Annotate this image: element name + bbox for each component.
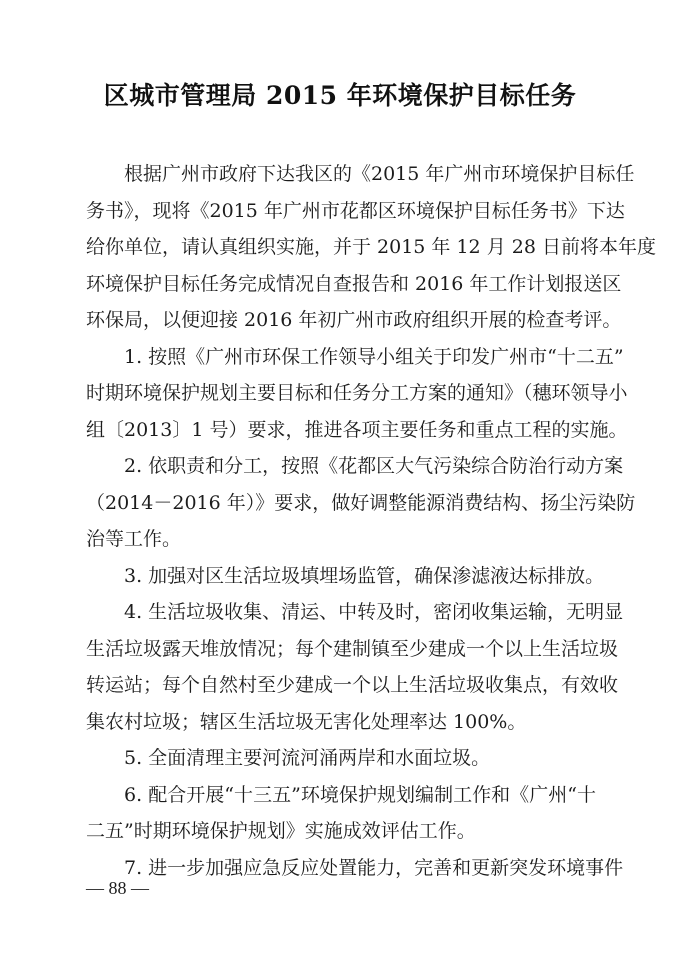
text-line: 2. 依职责和分工，按照《花都区大气污染综合防治行动方案 [124,455,624,477]
page-number: — 88 — [86,878,149,898]
text-line: 集农村垃圾；辖区生活垃圾无害化处理率达 100%。 [86,710,527,733]
text-line: （2014－2016 年）》要求，做好调整能源消费结构、扬尘污染防 [86,491,636,514]
text-line: 治等工作。 [86,528,182,550]
document-body [86,156,656,886]
text-line: 1. 按照《广州市环保工作领导小组关于印发广州市“十二五” [124,345,624,368]
text-line: 给你单位，请认真组织实施，并于 2015 年 12 月 28 日前将本年度 [86,236,656,258]
text-line: 4. 生活垃圾收集、清运、中转及时，密闭收集运输，无明显 [124,601,624,623]
text-line: 时期环境保护规划主要目标和任务分工方案的通知》（穗环领导小 [86,382,628,404]
text-line: 环境保护目标任务完成情况自查报告和 2016 年工作计划报送区 [86,272,622,295]
text-line: 7. 进一步加强应急反应处置能力，完善和更新突发环境事件 [124,856,624,879]
text-line: 组〔2013〕1 号）要求，推进各项主要任务和重点工程的实施。 [86,418,628,441]
text-line: 二五”时期环境保护规划》实施成效评估工作。 [86,820,476,842]
text-line: 根据广州市政府下达我区的《2015 年广州市环境保护目标任 [124,163,635,185]
text-line: 环保局，以便迎接 2016 年初广州市政府组织开展的检查考评。 [86,309,622,331]
text-line: 3. 加强对区生活垃圾填埋场监管，确保渗滤液达标排放。 [124,564,605,587]
document-title: 区城市管理局 2015 年环境保护目标任务 [103,81,577,110]
text-line: 生活垃圾露天堆放情况；每个建制镇至少建成一个以上生活垃圾 [86,637,619,660]
text-line: 5. 全面清理主要河流河涌两岸和水面垃圾。 [124,747,491,769]
text-line: 转运站；每个自然村至少建成一个以上生活垃圾收集点，有效收 [86,674,619,696]
text-line: 务书》，现将《2015 年广州市花都区环境保护目标任务书》下达 [86,199,625,222]
text-line: 6. 配合开展“十三五”环境保护规划编制工作和《广州“十 [124,783,596,806]
